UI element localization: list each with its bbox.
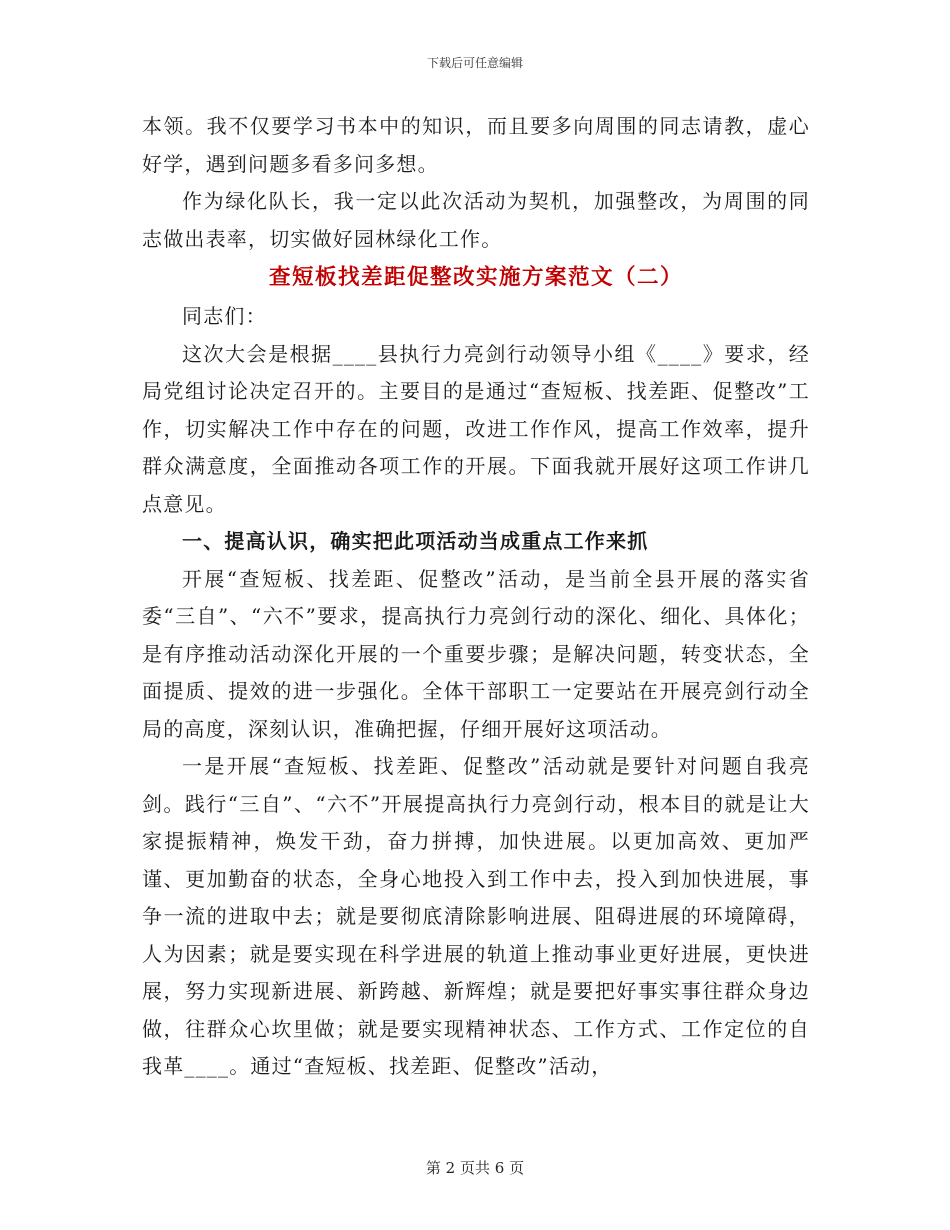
paragraph-meeting-purpose: 这次大会是根据____县执行力亮剑行动领导小组《____》要求，经局党组讨论决定召开的。主要目的是通过“查短板、找差距、促整改”工作，切实解决工作中存在的问题，改进工作作风，提高工作效率，提升群众满意度，全面推动各项工作的开展。下面我就开展好这项工作讲几点意见。 bbox=[142, 341, 810, 516]
section-heading-1: 一、提高认识，确实把此项活动当成重点工作来抓 bbox=[182, 529, 649, 553]
paragraph-activity-significance: 开展“查短板、找差距、促整改”活动，是当前全县开展的落实省委“三自”、“六不”要求，提高执行力亮剑行动的深化、细化、具体化；是有序推动活动深化开展的一个重要步骤；是解决问题，转变状态，全面提质、提效的进一步强化。全体干部职工一定要站在开展亮剑行动全局的高度，深刻认识，准确把握，仔细开展好这项活动。 bbox=[142, 566, 810, 741]
document-title: 查短板找差距促整改实施方案范文（二） bbox=[268, 265, 683, 290]
paragraph-continuation: 本领。我不仅要学习书本中的知识，而且要多向周围的同志请教，虚心好学，遇到问题多看多问多想。 bbox=[142, 114, 810, 176]
paragraph-point-one: 一是开展“查短板、找差距、促整改”活动就是要针对问题自我亮剑。践行“三自”、“六不”开展提高执行力亮剑行动，根本目的就是让大家提振精神，焕发干劲，奋力拼搏，加快进展。以更加高效、更加严谨、更加勤奋的状态，全身心地投入到工作中去，投入到加快进展，事争一流的进取中去；就是要彻底清除影响进展、阻碍进展的环境障碍，人为因素；就是要实现在科学进展的轨道上推动事业更好进展，更快进展，努力实现新进展、新跨越、新辉煌；就是要把好事实事往群众身边做，往群众心坎里做；就是要实现精神状态、工作方式、工作定位的自我革____。通过“查短板、找差距、促整改”活动， bbox=[142, 754, 810, 1078]
paragraph-green-team-leader: 作为绿化队长，我一定以此次活动为契机，加强整改，为周围的同志做出表率，切实做好园林绿化工作。 bbox=[142, 189, 810, 251]
greeting: 同志们： bbox=[182, 304, 267, 328]
document-body bbox=[142, 108, 810, 1086]
page-footer: 第 2 页共 6 页 bbox=[425, 1159, 525, 1177]
page-header: 下载后可任意编辑 bbox=[426, 56, 523, 70]
